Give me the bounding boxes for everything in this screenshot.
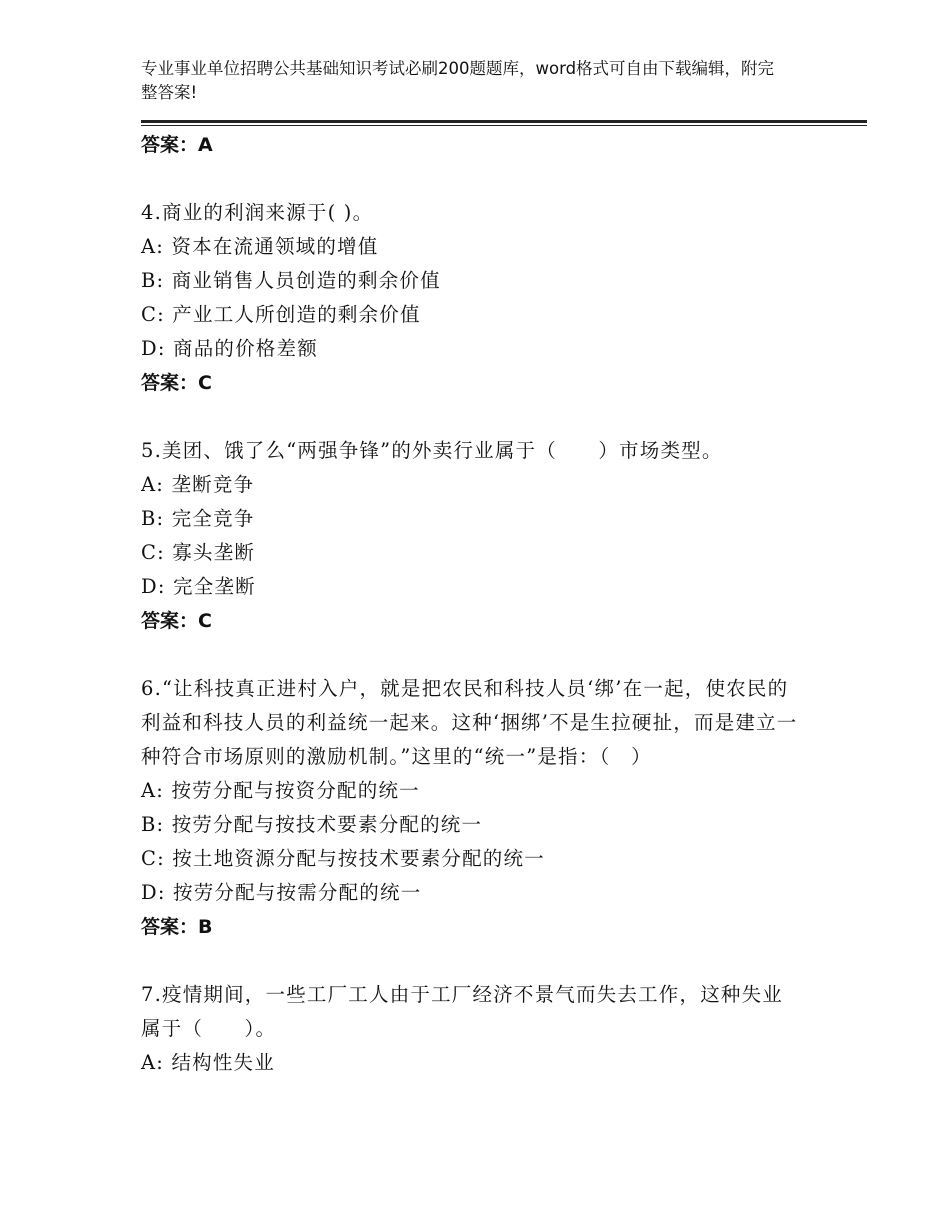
question-list — [141, 128, 801, 1080]
header-rule-thin — [141, 125, 867, 126]
option-c: C: 产业工人所创造的剩余价值 — [141, 303, 421, 326]
question-stem: 6.“让科技真正进村入户，就是把农民和科技人员‘绑’在一起，使农民的利益和科技人员的利益统一起来。这种‘捆绑’不是生拉硬扯，而是建立一种符合市场原则的激励机制。”这里的“统一”是指：（ ） — [141, 677, 798, 768]
option-b: B: 商业销售人员创造的剩余价值 — [141, 269, 441, 292]
question-stem: 5.美团、饿了么“两强争锋”的外卖行业属于（ ）市场类型。 — [141, 439, 723, 462]
question-block-7 — [141, 978, 801, 1080]
option-b: B: 按劳分配与按技术要素分配的统一 — [141, 813, 483, 836]
header-rule-thick — [141, 120, 867, 123]
option-a: A: 按劳分配与按资分配的统一 — [141, 779, 420, 802]
option-d: D: 商品的价格差额 — [141, 337, 318, 360]
option-a: A: 资本在流通领域的增值 — [141, 235, 379, 258]
option-a: A: 垄断竞争 — [141, 473, 255, 496]
answer-line-q3: 答案：A — [141, 134, 213, 156]
page-header: 专业事业单位招聘公共基础知识考试必刷200题题库，word格式可自由下载编辑，附完整答案! — [141, 59, 775, 102]
option-b: B: 完全竞争 — [141, 507, 255, 530]
option-c: C: 按土地资源分配与按技术要素分配的统一 — [141, 847, 545, 870]
spacer — [141, 162, 801, 196]
question-stem: 4.商业的利润来源于( )。 — [141, 201, 374, 224]
answer-line: 答案：C — [141, 372, 212, 394]
spacer — [141, 400, 801, 434]
question-block-5 — [141, 434, 801, 638]
question-block-6 — [141, 672, 801, 944]
option-d: D: 按劳分配与按需分配的统一 — [141, 881, 422, 904]
spacer — [141, 944, 801, 978]
option-c: C: 寡头垄断 — [141, 541, 256, 564]
option-d: D: 完全垄断 — [141, 575, 256, 598]
option-a: A: 结构性失业 — [141, 1051, 275, 1074]
question-stem: 7.疫情期间，一些工厂工人由于工厂经济不景气而失去工作，这种失业属于（ ）。 — [141, 983, 784, 1040]
answer-line: 答案：C — [141, 610, 212, 632]
question-block-4 — [141, 196, 801, 400]
answer-line: 答案：B — [141, 916, 213, 938]
spacer — [141, 638, 801, 672]
